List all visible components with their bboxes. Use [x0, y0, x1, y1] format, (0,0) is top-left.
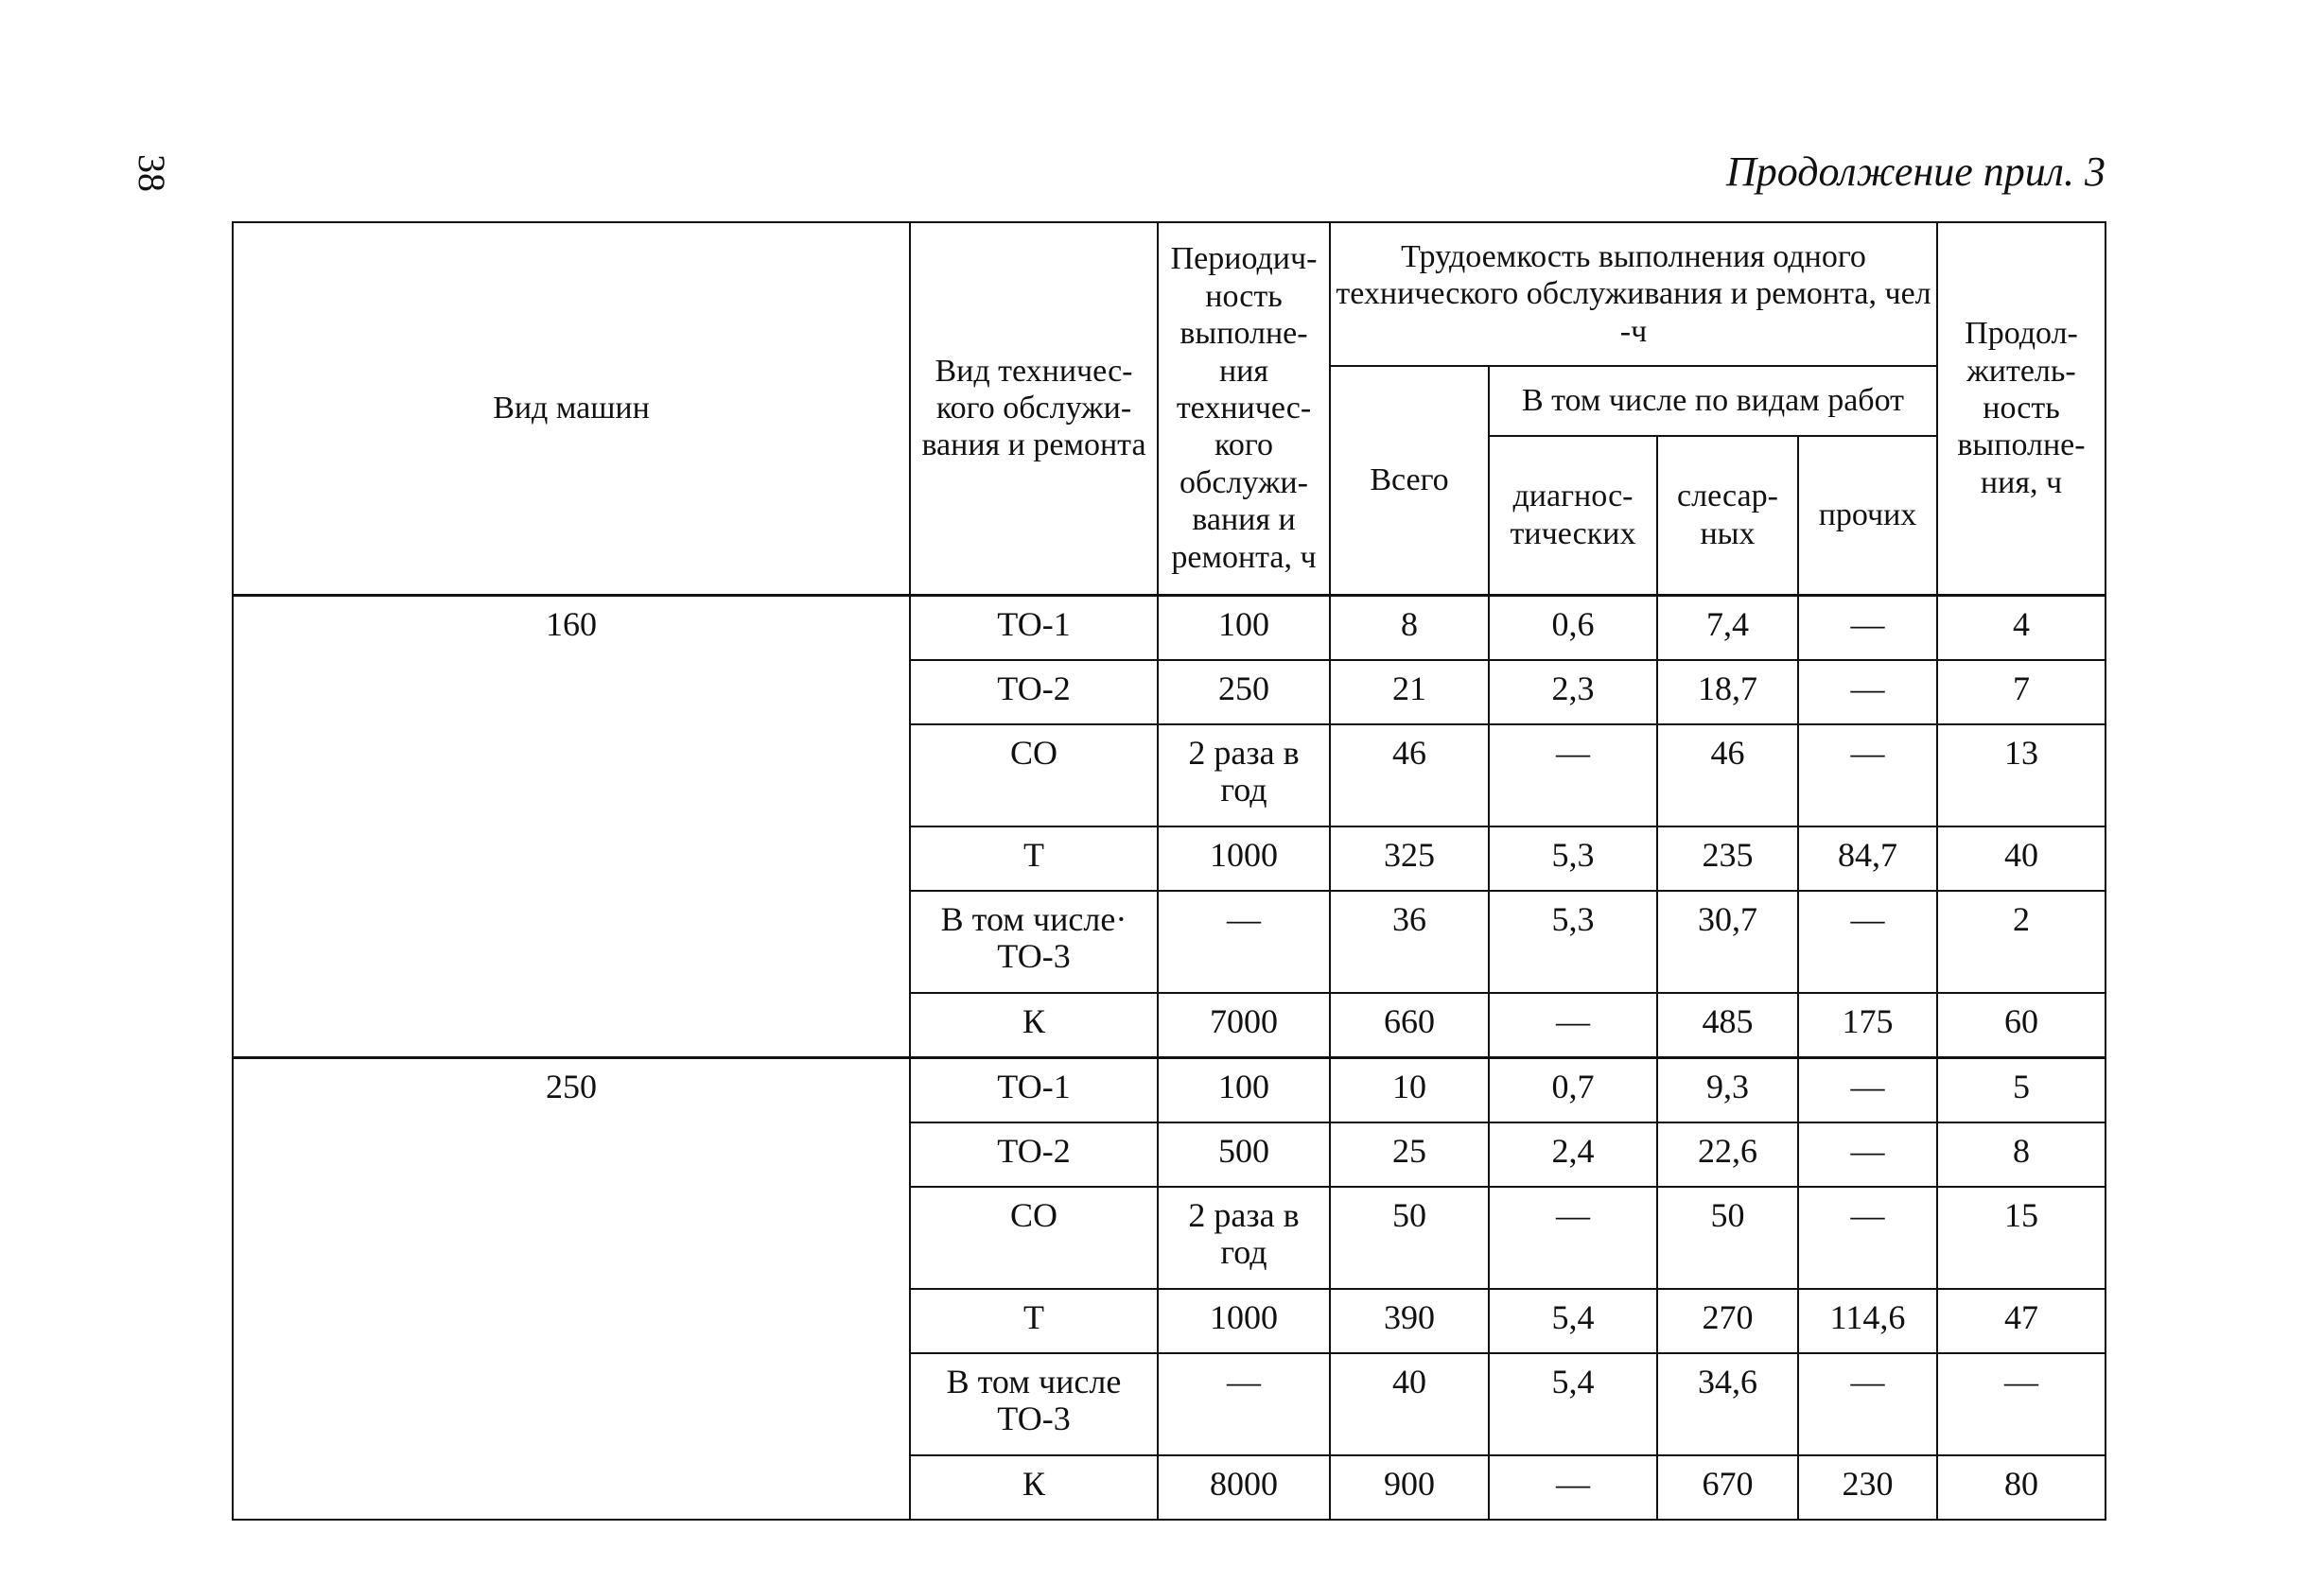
diagnostic-cell: —	[1489, 993, 1657, 1058]
total-cell: 21	[1330, 660, 1489, 724]
continuation-caption: Продолжение прил. 3	[1726, 148, 2106, 195]
total-cell: 25	[1330, 1122, 1489, 1187]
table-row	[233, 595, 2106, 660]
other-cell: —	[1798, 1187, 1937, 1289]
periodicity-cell: 250	[1158, 660, 1330, 724]
other-cell: —	[1798, 891, 1937, 993]
other-cell: 175	[1798, 993, 1937, 1058]
duration-cell: 80	[1937, 1455, 2106, 1520]
other-cell: —	[1798, 660, 1937, 724]
service-kind-cell: В том числе ТО-3	[910, 1353, 1158, 1455]
periodicity-cell: 8000	[1158, 1455, 1330, 1520]
header-diagnostic: диагнос-тических	[1489, 436, 1657, 595]
periodicity-cell: 100	[1158, 1057, 1330, 1122]
header-duration: Продол-житель-ность выполне-ния, ч	[1937, 222, 2106, 595]
header-locksmith: слесар-ных	[1657, 436, 1798, 595]
duration-cell: 4	[1937, 595, 2106, 660]
other-cell: —	[1798, 595, 1937, 660]
service-kind-cell: ТО-2	[910, 660, 1158, 724]
page-number: 38	[131, 154, 173, 192]
machine-type-cell: 250	[233, 1057, 910, 1520]
total-cell: 390	[1330, 1289, 1489, 1353]
periodicity-cell: —	[1158, 891, 1330, 993]
diagnostic-cell: —	[1489, 1455, 1657, 1520]
total-cell: 8	[1330, 595, 1489, 660]
total-cell: 50	[1330, 1187, 1489, 1289]
diagnostic-cell: 5,3	[1489, 826, 1657, 891]
total-cell: 325	[1330, 826, 1489, 891]
other-cell: 230	[1798, 1455, 1937, 1520]
locksmith-cell: 34,6	[1657, 1353, 1798, 1455]
duration-cell: 7	[1937, 660, 2106, 724]
total-cell: 40	[1330, 1353, 1489, 1455]
other-cell: —	[1798, 1122, 1937, 1187]
locksmith-cell: 22,6	[1657, 1122, 1798, 1187]
other-cell: 114,6	[1798, 1289, 1937, 1353]
header-labor-intensity: Трудоемкость выполнения одного технического обслуживания и ремонта, чел -ч	[1330, 222, 1937, 366]
locksmith-cell: 30,7	[1657, 891, 1798, 993]
total-cell: 660	[1330, 993, 1489, 1058]
locksmith-cell: 9,3	[1657, 1057, 1798, 1122]
other-cell: 84,7	[1798, 826, 1937, 891]
locksmith-cell: 670	[1657, 1455, 1798, 1520]
duration-cell: 5	[1937, 1057, 2106, 1122]
duration-cell: 47	[1937, 1289, 2106, 1353]
diagnostic-cell: 0,7	[1489, 1057, 1657, 1122]
diagnostic-cell: 2,4	[1489, 1122, 1657, 1187]
machine-type-cell: 160	[233, 595, 910, 1057]
service-kind-cell: Т	[910, 1289, 1158, 1353]
service-kind-cell: СО	[910, 724, 1158, 826]
service-kind-cell: К	[910, 993, 1158, 1058]
duration-cell: 60	[1937, 993, 2106, 1058]
service-kind-cell: СО	[910, 1187, 1158, 1289]
header-periodicity: Периодич-ность выполне-ния техничес-кого обслужи-вания и ремонта, ч	[1158, 222, 1330, 595]
duration-cell: 15	[1937, 1187, 2106, 1289]
locksmith-cell: 235	[1657, 826, 1798, 891]
duration-cell: 2	[1937, 891, 2106, 993]
total-cell: 36	[1330, 891, 1489, 993]
diagnostic-cell: 5,4	[1489, 1353, 1657, 1455]
diagnostic-cell: 5,3	[1489, 891, 1657, 993]
service-kind-cell: ТО-1	[910, 595, 1158, 660]
periodicity-cell: 7000	[1158, 993, 1330, 1058]
total-cell: 10	[1330, 1057, 1489, 1122]
service-kind-cell: ТО-2	[910, 1122, 1158, 1187]
periodicity-cell: —	[1158, 1353, 1330, 1455]
diagnostic-cell: 0,6	[1489, 595, 1657, 660]
periodicity-cell: 100	[1158, 595, 1330, 660]
periodicity-cell: 500	[1158, 1122, 1330, 1187]
periodicity-cell: 1000	[1158, 826, 1330, 891]
locksmith-cell: 50	[1657, 1187, 1798, 1289]
diagnostic-cell: —	[1489, 1187, 1657, 1289]
header-machine-type: Вид машин	[233, 222, 910, 595]
diagnostic-cell: 2,3	[1489, 660, 1657, 724]
duration-cell: 8	[1937, 1122, 2106, 1187]
locksmith-cell: 18,7	[1657, 660, 1798, 724]
duration-cell: 40	[1937, 826, 2106, 891]
header-including-by-work-type: В том числе по видам работ	[1489, 366, 1937, 436]
service-kind-cell: ТО-1	[910, 1057, 1158, 1122]
other-cell: —	[1798, 1353, 1937, 1455]
periodicity-cell: 2 раза в год	[1158, 1187, 1330, 1289]
duration-cell: —	[1937, 1353, 2106, 1455]
header-service-kind: Вид техничес-кого обслужи-вания и ремонта	[910, 222, 1158, 595]
locksmith-cell: 485	[1657, 993, 1798, 1058]
diagnostic-cell: —	[1489, 724, 1657, 826]
header-total: Всего	[1330, 366, 1489, 595]
locksmith-cell: 46	[1657, 724, 1798, 826]
duration-cell: 13	[1937, 724, 2106, 826]
other-cell: —	[1798, 1057, 1937, 1122]
periodicity-cell: 1000	[1158, 1289, 1330, 1353]
service-kind-cell: В том числе· ТО-3	[910, 891, 1158, 993]
total-cell: 900	[1330, 1455, 1489, 1520]
periodicity-cell: 2 раза в год	[1158, 724, 1330, 826]
other-cell: —	[1798, 724, 1937, 826]
header-other: прочих	[1798, 436, 1937, 595]
diagnostic-cell: 5,4	[1489, 1289, 1657, 1353]
maintenance-table	[232, 221, 2106, 1521]
locksmith-cell: 7,4	[1657, 595, 1798, 660]
total-cell: 46	[1330, 724, 1489, 826]
table-row	[233, 1057, 2106, 1122]
service-kind-cell: К	[910, 1455, 1158, 1520]
locksmith-cell: 270	[1657, 1289, 1798, 1353]
service-kind-cell: Т	[910, 826, 1158, 891]
